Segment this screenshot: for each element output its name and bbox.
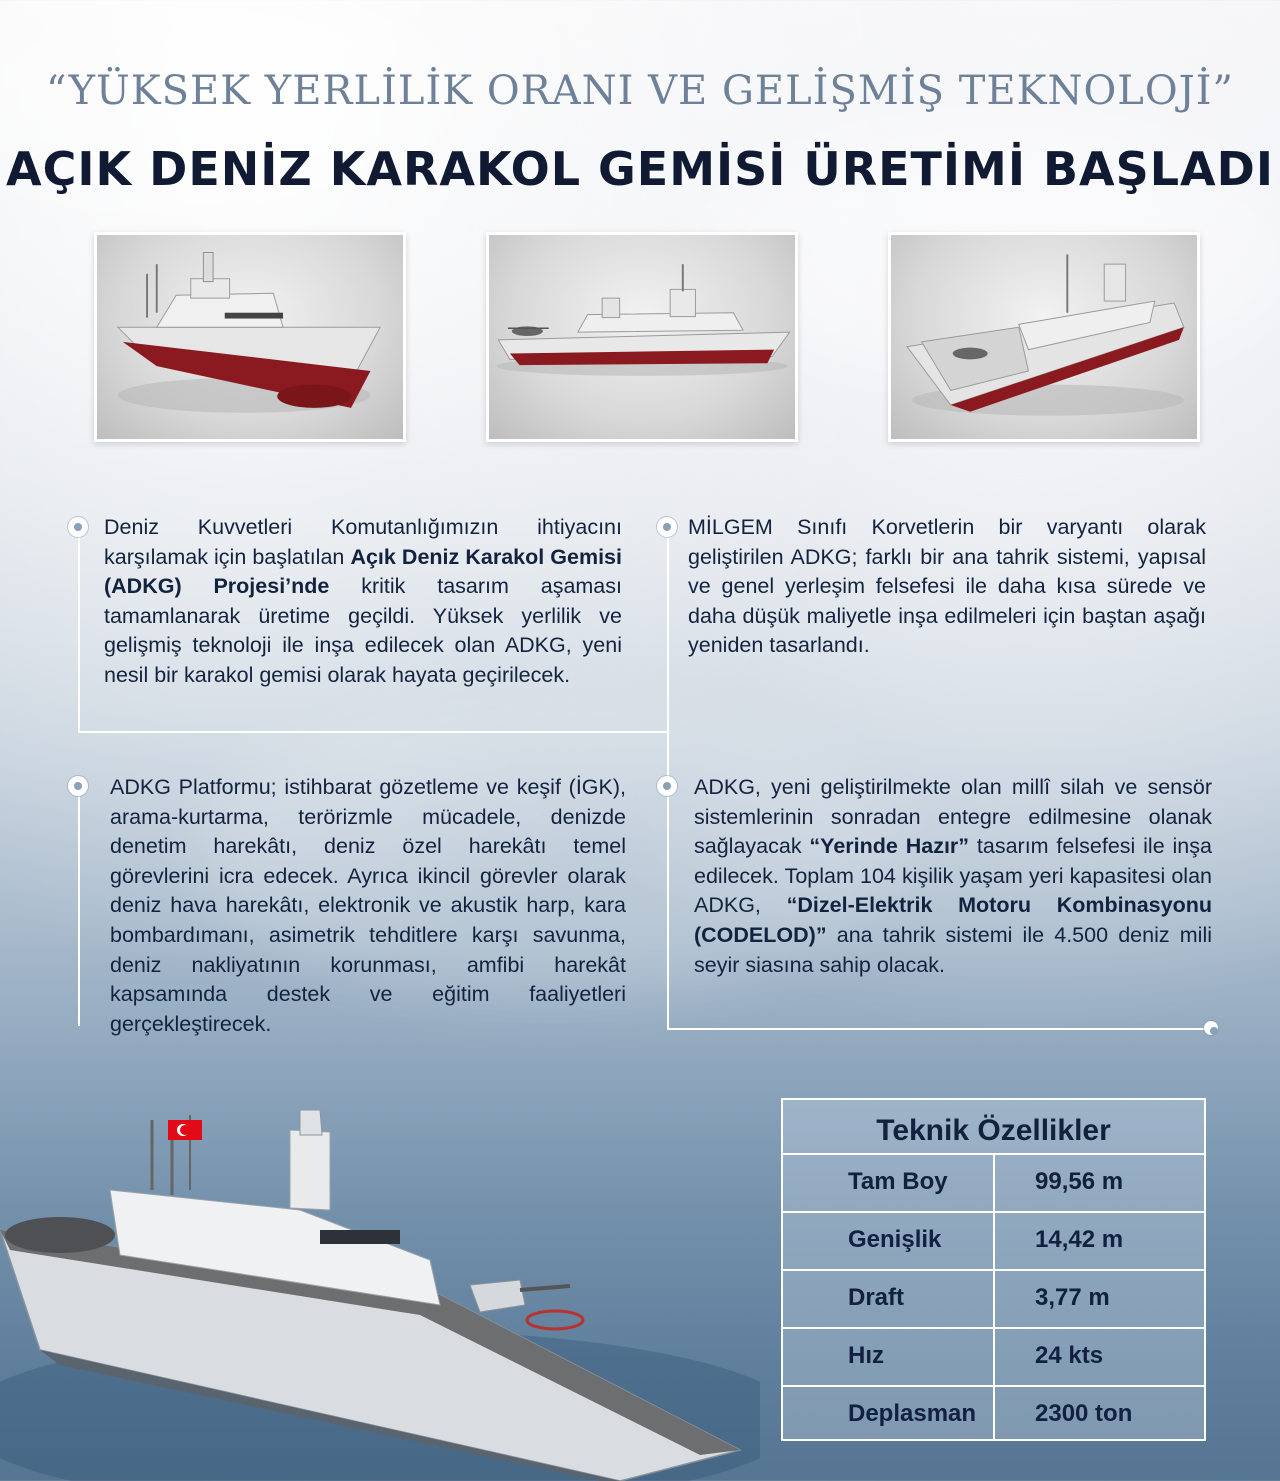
- spec-value: 24 kts: [1035, 1342, 1104, 1369]
- subtitle: “YÜKSEK YERLİLİK ORANI VE GELİŞMİŞ TEKNOLOJİ”: [46, 68, 1234, 114]
- connector-line: [78, 528, 80, 732]
- spec-row: [783, 1387, 1204, 1445]
- connector-line: [667, 1028, 1212, 1030]
- page-title: AÇIK DENİZ KARAKOL GEMİSİ ÜRETİMİ BAŞLADI: [6, 142, 1274, 196]
- spec-value: 3,77 m: [1035, 1284, 1110, 1311]
- paragraph-2: [688, 513, 1206, 661]
- spec-table-title: Teknik Özellikler: [783, 1100, 1204, 1155]
- paragraph-4-text-b: tasarım felsefesi ile inşa edilecek. Toplam 104 kişilik yaşam yeri kapasitesi olan ADKG,: [694, 834, 1212, 918]
- paragraph-1-text-b: kritik tasarım aşaması tamamlanarak üretime geçildi. Yüksek yerlilik ve gelişmiş teknoloji ile inşa edilecek olan ADKG, yeni nesil bir karakol gemisi olarak hayata geçirilecek.: [104, 574, 622, 687]
- spec-row: [783, 1213, 1204, 1271]
- paragraph-3-text: ADKG Platformu; istihbarat gözetleme ve keşif (İGK), arama-kurtarma, terörizmle mücadele, denizde denetim harekâtı, deniz özel harekâtı temel görevlerini icra edecek. Ayrıca ikincil görevler olarak deniz hava harekâtı, elektronik ve akustik harp, kara bombardımanı, asimetrik tehditlere karşı savunma, deniz nakliyatının korunması, amfibi harekât kapsamında destek ve eğitim faaliyetleri gerçekleştirecek.: [110, 775, 626, 1036]
- paragraph-1-bold: Açık Deniz Karakol Gemisi (ADKG) Projesi’nde: [104, 544, 622, 599]
- paragraph-1-text-a: Deniz Kuvvetleri Komutanlığımızın ihtiyacını karşılamak için başlatılan: [104, 515, 622, 569]
- ship-photo-bow: [94, 232, 406, 442]
- paragraph-2-text: MİLGEM Sınıfı Korvetlerin bir varyantı olarak geliştirilen ADKG; farklı bir ana tahrik sistemi, yapısal ve genel yerleşim felsefesi ile daha kısa sürede ve daha düşük maliyetle inşa edilmeleri için baştan aşağı yeniden tasarlandı.: [688, 515, 1206, 658]
- spec-key: Deplasman: [848, 1400, 977, 1427]
- spec-key: Hız: [848, 1342, 884, 1369]
- spec-table: [781, 1098, 1206, 1441]
- paragraph-4-text-c: ana tahrik sistemi ile 4.500 deniz mili seyir siasına sahip olacak.: [694, 922, 1212, 977]
- bullet-dot: [68, 517, 88, 537]
- spec-key: Draft: [848, 1284, 905, 1311]
- paragraph-1: [104, 513, 622, 691]
- paragraph-4-bold-b: “Dizel-Elektrik Motoru Kombinasyonu (CODELOD)”: [694, 893, 1212, 947]
- connector-line: [78, 786, 80, 1026]
- paragraph-3: [110, 773, 626, 1039]
- ship-main-illustration: [0, 1090, 760, 1481]
- spec-row: [783, 1271, 1204, 1329]
- paragraph-4: [694, 773, 1212, 980]
- ship-photo-stern: [888, 232, 1200, 442]
- spec-value: 14,42 m: [1035, 1226, 1124, 1253]
- ship-bow-illustration: [97, 235, 403, 439]
- paragraph-4-text-a: ADKG, yeni geliştirilmekte olan millî silah ve sensör sistemlerinin sonradan entegre edilmesine olanak sağlayacak: [694, 775, 1212, 859]
- bullet-dot: [657, 776, 677, 796]
- ship-stern-illustration: [891, 235, 1197, 439]
- bullet-dot: [657, 517, 677, 537]
- spec-key: Genişlik: [848, 1226, 942, 1253]
- spec-row: [783, 1329, 1204, 1387]
- spec-row: [783, 1155, 1204, 1213]
- spec-value: 2300 ton: [1035, 1400, 1133, 1427]
- spec-value: 99,56 m: [1035, 1168, 1124, 1195]
- ship-side-illustration: [489, 235, 795, 439]
- bullet-dot: [68, 776, 88, 796]
- end-dot: [1204, 1021, 1218, 1035]
- spec-key: Tam Boy: [848, 1168, 948, 1195]
- connector-line: [78, 731, 668, 733]
- paragraph-4-bold-a: “Yerinde Hazır”: [809, 834, 970, 859]
- ship-photo-side: [486, 232, 798, 442]
